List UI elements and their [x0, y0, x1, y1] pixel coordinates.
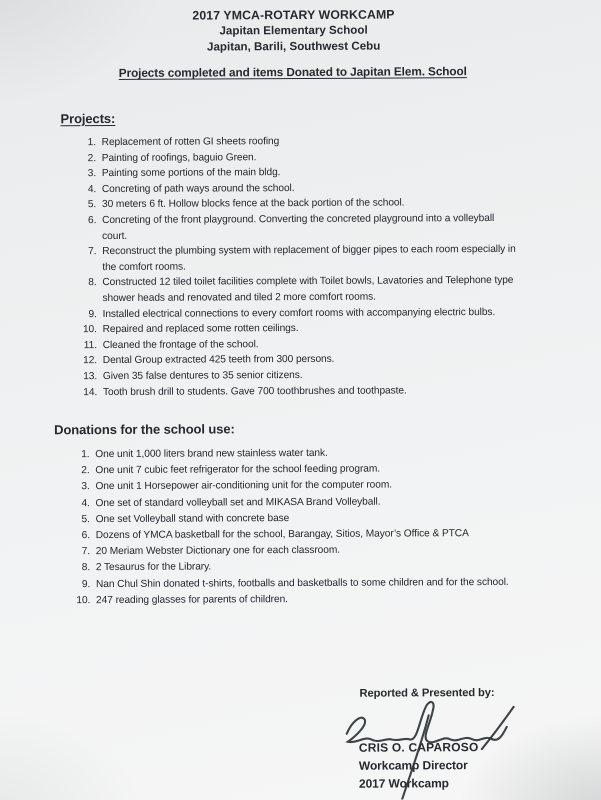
projects-heading: Projects:: [60, 110, 116, 127]
project-list-item: 5. 30 meters 6 ft. Hollow blocks fence at the back portion of the school.: [99, 195, 519, 213]
signatory-org: 2017 Workcamp: [358, 776, 449, 791]
project-list-item: 6. Concreting of the front playground. Converting the concreted playground into a volleyball court.: [99, 211, 519, 244]
donation-list-item: 3. One unit 1 Horsepower air-conditioning unit for the computer room.: [92, 477, 512, 495]
project-list-item: 8. Constructed 12 tiled toilet facilities complete with Toilet bowls, Lavatories and Telephone type shower heads and renovated and tiled 2 more comfort rooms.: [99, 273, 519, 306]
projects-list: [61, 133, 520, 400]
header-org-title: 2017 YMCA-ROTARY WORKCAMP: [192, 7, 395, 23]
donation-list-item: 6. Dozens of YMCA basketball for the school, Barangay, Sitios, Mayor’s Office & PTCA: [93, 526, 513, 544]
title-row: [0, 61, 587, 82]
project-list-item: 10. Repaired and replaced some rotten ceilings.: [100, 320, 520, 338]
project-list-item: 2. Painting of roofings, baguio Green.: [99, 148, 519, 166]
handwritten-signature: [332, 697, 528, 800]
donations-section: [54, 420, 513, 609]
signature-label: Reported & Presented by:: [359, 686, 495, 700]
project-list-item: 11. Cleaned the frontage of the school.: [100, 336, 520, 354]
donations-heading: Donations for the school use:: [54, 421, 235, 438]
header-school-name: Japitan Elementary School: [219, 23, 368, 38]
donation-list-item: 10. 247 reading glasses for parents of children.: [93, 591, 513, 609]
header-location: Japitan, Barili, Southwest Cebu: [206, 39, 381, 54]
signatory-name: CRIS O. CAPAROSO: [358, 740, 479, 755]
project-list-item: 14. Tooth brush drill to students. Gave 700 toothbrushes and toothpaste.: [100, 382, 520, 400]
project-list-item: 1. Replacement of rotten GI sheets roofing: [99, 133, 519, 151]
donation-list-item: 1. One unit 1,000 liters brand new stainless water tank.: [92, 445, 512, 463]
donation-list-item: 4. One set of standard volleyball set and MIKASA Brand Volleyball.: [92, 494, 512, 512]
donations-list: [54, 445, 513, 609]
project-list-item: 3. Painting some portions of the main bldg.: [99, 164, 519, 182]
project-list-item: 12. Dental Group extracted 425 teeth from 300 persons.: [100, 351, 520, 369]
project-list-item: 13. Given 35 false dentures to 35 senior citizens.: [100, 367, 520, 385]
document-header: [0, 5, 589, 56]
donation-list-item: 5. One set Volleyball stand with concrete base: [93, 510, 513, 528]
donation-list-item: 9. Nan Chul Shin donated t-shirts, footballs and basketballs to some children and for the school.: [93, 575, 513, 593]
donation-list-item: 7. 20 Meriam Webster Dictionary one for each classroom.: [93, 542, 513, 560]
signature-stroke-descender: [402, 715, 429, 799]
project-list-item: 7. Reconstruct the plumbing system with replacement of bigger pipes to each room especially in the comfort rooms.: [99, 242, 519, 275]
donation-list-item: 8. 2 Tesaurus for the Library.: [93, 558, 513, 576]
signatory-role: Workcamp Director: [358, 758, 468, 773]
project-list-item: 9. Installed electrical connections to every comfort rooms with accompanying electric bulbs.: [100, 304, 520, 322]
project-list-item: 4. Concreting of path ways around the school.: [99, 180, 519, 198]
donation-list-item: 2. One unit 7 cubic feet refrigerator for the school feeding program.: [92, 461, 512, 479]
document-title: Projects completed and items Donated to Japitan Elem. School: [118, 64, 467, 80]
projects-section: [60, 109, 520, 400]
signature-stroke-flick: [482, 707, 514, 749]
